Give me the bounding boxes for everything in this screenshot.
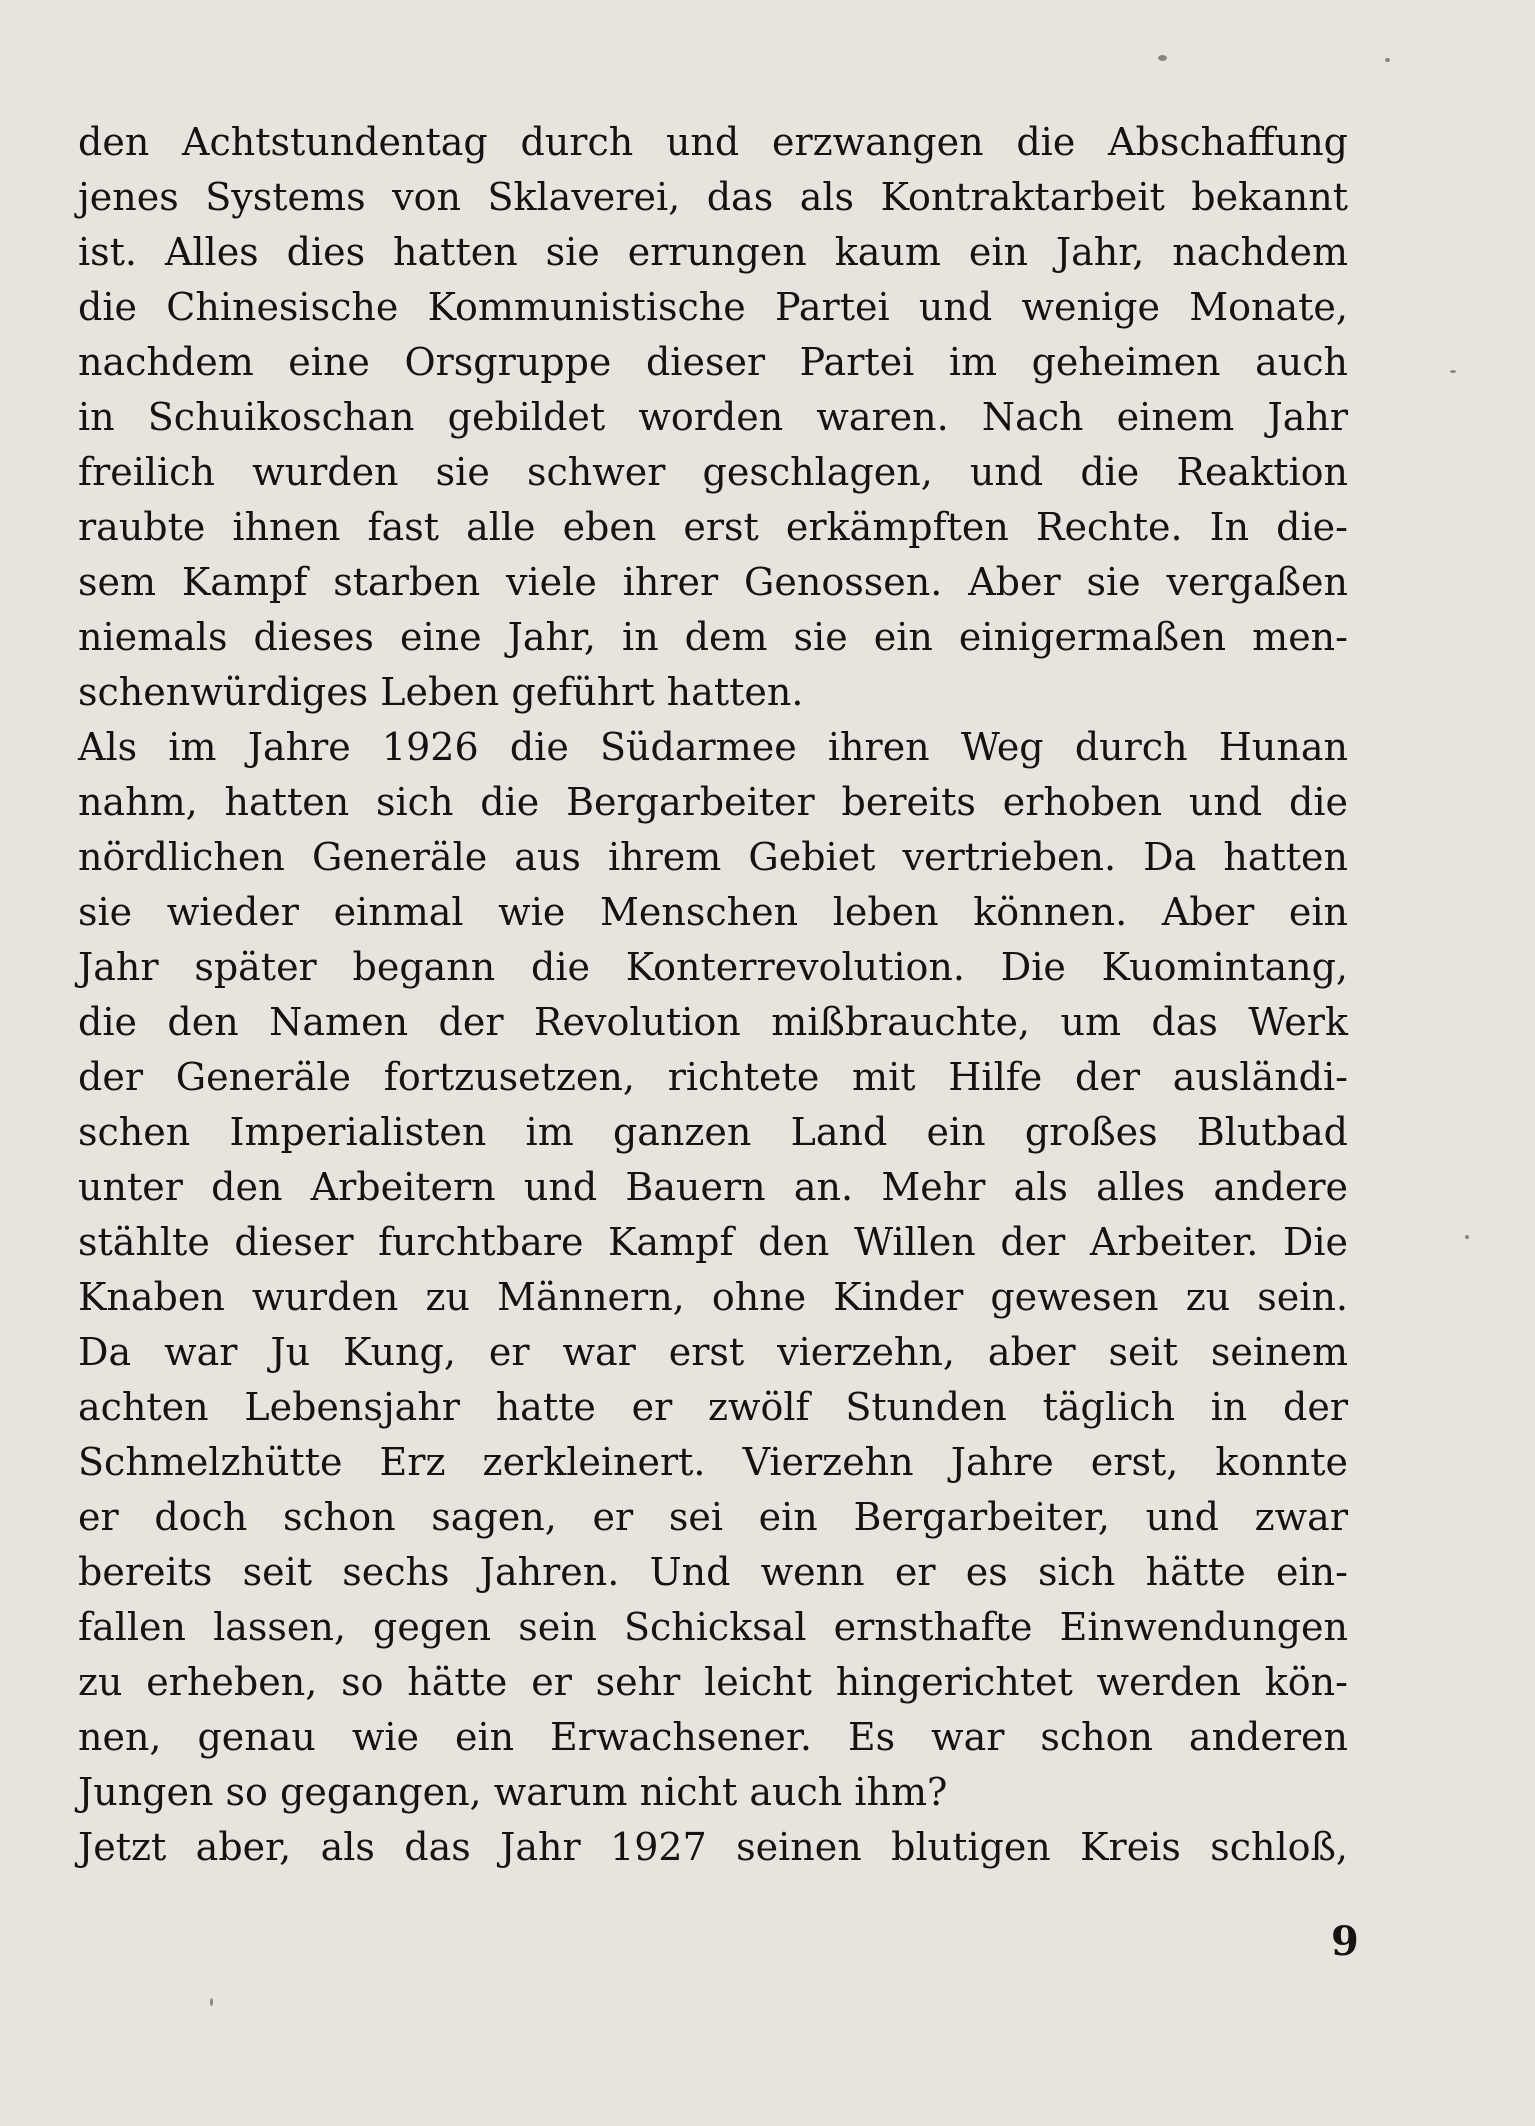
text-line: nördlichen Generäle aus ihrem Gebiet vertrieben. Da hatten bbox=[78, 835, 1348, 879]
text-line: stählte dieser furchtbare Kampf den Willen der Arbeiter. Die bbox=[78, 1220, 1348, 1264]
text-line: nahm, hatten sich die Bergarbeiter bereits erhoben und die bbox=[78, 780, 1348, 824]
text-line: Jahr später begann die Konterrevolution. Die Kuomintang, bbox=[78, 945, 1348, 989]
text-line: nachdem eine Orsgruppe dieser Partei im geheimen auch bbox=[78, 340, 1348, 384]
text-line: zu erheben, so hätte er sehr leicht hingerichtet werden kön- bbox=[78, 1660, 1348, 1704]
text-line: er doch schon sagen, er sei ein Bergarbeiter, und zwar bbox=[78, 1495, 1348, 1539]
text-line: schenwürdiges Leben geführt hatten. bbox=[78, 670, 804, 714]
text-line: ist. Alles dies hatten sie errungen kaum ein Jahr, nachdem bbox=[78, 230, 1348, 274]
text-line: bereits seit sechs Jahren. Und wenn er es sich hätte ein- bbox=[78, 1550, 1348, 1594]
text-line: Jetzt aber, als das Jahr 1927 seinen blutigen Kreis schloß, bbox=[78, 1825, 1348, 1869]
text-line: Knaben wurden zu Männern, ohne Kinder gewesen zu sein. bbox=[78, 1275, 1348, 1319]
text-line: unter den Arbeitern und Bauern an. Mehr als alles andere bbox=[78, 1165, 1348, 1209]
text-line: der Generäle fortzusetzen, richtete mit Hilfe der ausländi- bbox=[78, 1055, 1348, 1099]
text-line: den Achtstundentag durch und erzwangen die Abschaffung bbox=[78, 120, 1348, 164]
text-line: schen Imperialisten im ganzen Land ein großes Blutbad bbox=[78, 1110, 1348, 1154]
text-line: Jungen so gegangen, warum nicht auch ihm? bbox=[78, 1770, 948, 1814]
text-line: Da war Ju Kung, er war erst vierzehn, aber seit seinem bbox=[78, 1330, 1348, 1374]
text-line: nen, genau wie ein Erwachsener. Es war schon anderen bbox=[78, 1715, 1348, 1759]
paper-speck bbox=[210, 1998, 213, 2006]
paper-speck bbox=[1450, 370, 1456, 373]
text-line: Schmelzhütte Erz zerkleinert. Vierzehn Jahre erst, konnte bbox=[78, 1440, 1348, 1484]
text-line: niemals dieses eine Jahr, in dem sie ein einigermaßen men- bbox=[78, 615, 1348, 659]
text-line: sie wieder einmal wie Menschen leben können. Aber ein bbox=[78, 890, 1348, 934]
text-line: freilich wurden sie schwer geschlagen, und die Reaktion bbox=[78, 450, 1348, 494]
text-line: die den Namen der Revolution mißbrauchte, um das Werk bbox=[78, 1000, 1348, 1044]
paper-speck bbox=[1158, 55, 1167, 61]
paper-speck bbox=[1465, 1235, 1469, 1239]
text-line: die Chinesische Kommunistische Partei und wenige Monate, bbox=[78, 285, 1348, 329]
text-line: fallen lassen, gegen sein Schicksal ernsthafte Einwendungen bbox=[78, 1605, 1348, 1649]
text-line: sem Kampf starben viele ihrer Genossen. Aber sie vergaßen bbox=[78, 560, 1348, 604]
paper-speck bbox=[1385, 58, 1390, 62]
body-text bbox=[78, 115, 1348, 1875]
text-line: in Schuikoschan gebildet worden waren. Nach einem Jahr bbox=[78, 395, 1348, 439]
text-line: jenes Systems von Sklaverei, das als Kontraktarbeit bekannt bbox=[78, 175, 1348, 219]
text-line: Als im Jahre 1926 die Südarmee ihren Weg durch Hunan bbox=[78, 725, 1348, 769]
text-line: achten Lebensjahr hatte er zwölf Stunden täglich in der bbox=[78, 1385, 1348, 1429]
page-number: 9 bbox=[1331, 1918, 1359, 1965]
text-line: raubte ihnen fast alle eben erst erkämpften Rechte. In die- bbox=[78, 505, 1348, 549]
